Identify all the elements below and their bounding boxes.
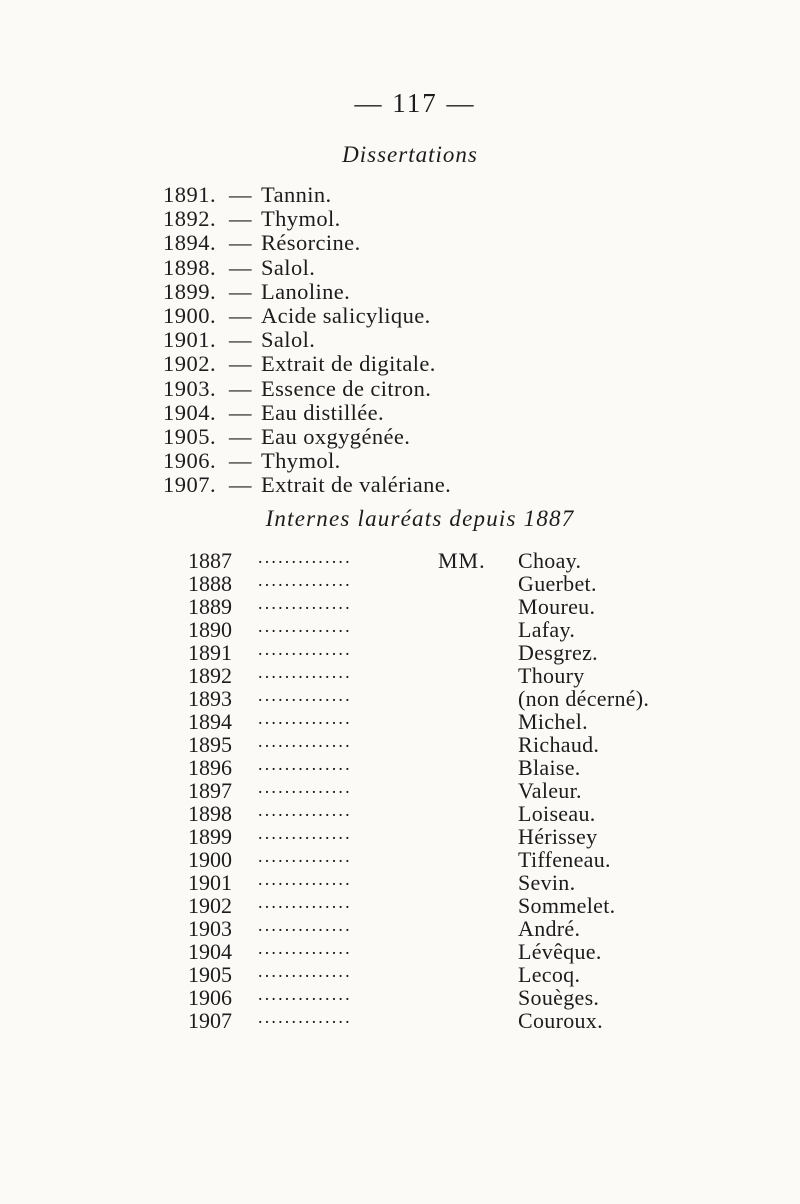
- dissertation-year: 1904.: [163, 399, 217, 425]
- laureat-name: Lafay.: [518, 617, 576, 642]
- dissertation-row: [163, 401, 451, 425]
- laureat-year: 1906: [188, 985, 232, 1010]
- dissertation-year: 1898.: [163, 254, 217, 280]
- dot-leader: ..............: [258, 547, 352, 567]
- dissertation-row: [163, 473, 451, 497]
- dissertation-subject: Salol.: [261, 254, 316, 280]
- laureat-name: Tiffeneau.: [518, 847, 611, 872]
- dot-leader: ..............: [258, 915, 352, 935]
- dot-leader: ..............: [258, 984, 352, 1004]
- laureat-year: 1891: [188, 640, 232, 665]
- dot-leader: ..............: [258, 754, 352, 774]
- dot-leader: ..............: [258, 800, 352, 820]
- laureat-name: Lévêque.: [518, 939, 602, 964]
- laureat-name: Choay.: [518, 548, 582, 573]
- laureat-year: 1892: [188, 663, 232, 688]
- dissertation-year: 1903.: [163, 375, 217, 401]
- dissertation-year: 1907.: [163, 472, 217, 498]
- dissertation-year: 1900.: [163, 302, 217, 328]
- dot-leader: ..............: [258, 892, 352, 912]
- laureat-name: Michel.: [518, 709, 588, 734]
- dissertation-row: [163, 425, 451, 449]
- dissertations-list: [163, 183, 451, 497]
- dissertation-year: 1894.: [163, 230, 217, 256]
- laureat-year: 1887: [188, 548, 232, 573]
- dissertation-subject: Acide salicylique.: [261, 302, 431, 328]
- dissertation-dash: —: [229, 472, 252, 498]
- dissertation-dash: —: [229, 423, 252, 449]
- laureat-name: Desgrez.: [518, 640, 598, 665]
- dot-leader: ..............: [258, 846, 352, 866]
- dissertation-subject: Extrait de valériane.: [261, 472, 452, 498]
- laureat-name: Loiseau.: [518, 801, 596, 826]
- dissertation-subject: Lanoline.: [261, 278, 351, 304]
- dot-leader: ..............: [258, 869, 352, 889]
- laureat-name: Moureu.: [518, 594, 596, 619]
- dissertation-dash: —: [229, 254, 252, 280]
- dot-leader: ..............: [258, 777, 352, 797]
- dissertation-year: 1906.: [163, 448, 217, 474]
- dot-leader: ..............: [258, 1007, 352, 1027]
- dissertation-dash: —: [229, 327, 252, 353]
- laureat-year: 1895: [188, 732, 232, 757]
- laureat-year: 1888: [188, 571, 232, 596]
- dissertation-row: [163, 352, 451, 376]
- laureat-name: Couroux.: [518, 1008, 603, 1033]
- laureat-year: 1899: [188, 824, 232, 849]
- dissertation-year: 1905.: [163, 423, 217, 449]
- laureat-name: Sommelet.: [518, 893, 616, 918]
- laureat-year: 1905: [188, 962, 232, 987]
- dissertation-dash: —: [229, 182, 252, 207]
- dot-leader: ..............: [258, 961, 352, 981]
- dissertation-year: 1902.: [163, 351, 217, 377]
- laureat-name: Souèges.: [518, 985, 600, 1010]
- laureat-name: Richaud.: [518, 732, 600, 757]
- dissertation-dash: —: [229, 399, 252, 425]
- dissertation-subject: Eau distillée.: [261, 399, 385, 425]
- dot-leader: ..............: [258, 593, 352, 613]
- dissertation-row: [163, 304, 451, 328]
- laureat-year: 1903: [188, 916, 232, 941]
- laureat-name: Hérissey: [518, 824, 598, 849]
- laureat-name: Guerbet.: [518, 571, 597, 596]
- laureats-heading: Internes lauréats depuis 1887: [265, 506, 575, 531]
- dot-leader: ..............: [258, 938, 352, 958]
- laureat-year: 1890: [188, 617, 232, 642]
- dissertation-subject: Thymol.: [261, 448, 341, 474]
- dissertation-dash: —: [229, 448, 252, 474]
- laureat-year: 1896: [188, 755, 232, 780]
- laureat-year: 1898: [188, 801, 232, 826]
- dot-leader: ..............: [258, 639, 352, 659]
- dissertation-subject: Thymol.: [261, 206, 341, 232]
- dot-leader: ..............: [258, 570, 352, 590]
- dissertation-subject: Extrait de digitale.: [261, 351, 436, 377]
- laureat-name: Thoury: [518, 663, 585, 688]
- dissertation-year: 1901.: [163, 327, 217, 353]
- page-number: — 117 —: [354, 88, 476, 118]
- dot-leader: ..............: [258, 708, 352, 728]
- dissertation-dash: —: [229, 351, 252, 377]
- dissertation-row: [163, 256, 451, 280]
- laureat-year: 1900: [188, 847, 232, 872]
- laureat-name: (non décerné).: [518, 686, 650, 711]
- dissertation-dash: —: [229, 230, 252, 256]
- laureat-year: 1894: [188, 709, 232, 734]
- dissertation-subject: Eau oxgygénée.: [261, 423, 411, 449]
- laureat-year: 1904: [188, 939, 232, 964]
- dissertation-row: [163, 449, 451, 473]
- dissertation-row: [163, 231, 451, 255]
- laureat-year: 1897: [188, 778, 232, 803]
- dissertation-dash: —: [229, 375, 252, 401]
- laureat-name: Lecoq.: [518, 962, 581, 987]
- dissertation-row: [163, 207, 451, 231]
- laureat-name: Blaise.: [518, 755, 581, 780]
- dissertation-dash: —: [229, 302, 252, 328]
- laureat-year: 1901: [188, 870, 232, 895]
- dissertation-year: 1899.: [163, 278, 217, 304]
- laureat-name: Valeur.: [518, 778, 582, 803]
- dissertations-heading: Dissertations: [342, 142, 478, 167]
- dissertation-row: [163, 183, 451, 207]
- dissertation-row: [163, 328, 451, 352]
- dot-leader: ..............: [258, 662, 352, 682]
- dissertation-subject: Salol.: [261, 327, 316, 353]
- dissertation-subject: Tannin.: [261, 182, 332, 207]
- laureat-year: 1902: [188, 893, 232, 918]
- dissertation-subject: Résorcine.: [261, 230, 361, 256]
- dissertation-year: 1891.: [163, 182, 217, 207]
- dissertation-row: [163, 280, 451, 304]
- dissertation-year: 1892.: [163, 206, 217, 232]
- laureat-year: 1893: [188, 686, 232, 711]
- dot-leader: ..............: [258, 685, 352, 705]
- dissertation-subject: Essence de citron.: [261, 375, 432, 401]
- dissertation-dash: —: [229, 278, 252, 304]
- dot-leader: ..............: [258, 616, 352, 636]
- laureat-year: 1907: [188, 1008, 232, 1033]
- laureat-prefix: MM.: [438, 548, 486, 573]
- laureat-name: André.: [518, 916, 581, 941]
- dot-leader: ..............: [258, 731, 352, 751]
- laureat-name: Sevin.: [518, 870, 576, 895]
- dissertation-row: [163, 377, 451, 401]
- dot-leader: ..............: [258, 823, 352, 843]
- laureat-year: 1889: [188, 594, 232, 619]
- dissertation-dash: —: [229, 206, 252, 232]
